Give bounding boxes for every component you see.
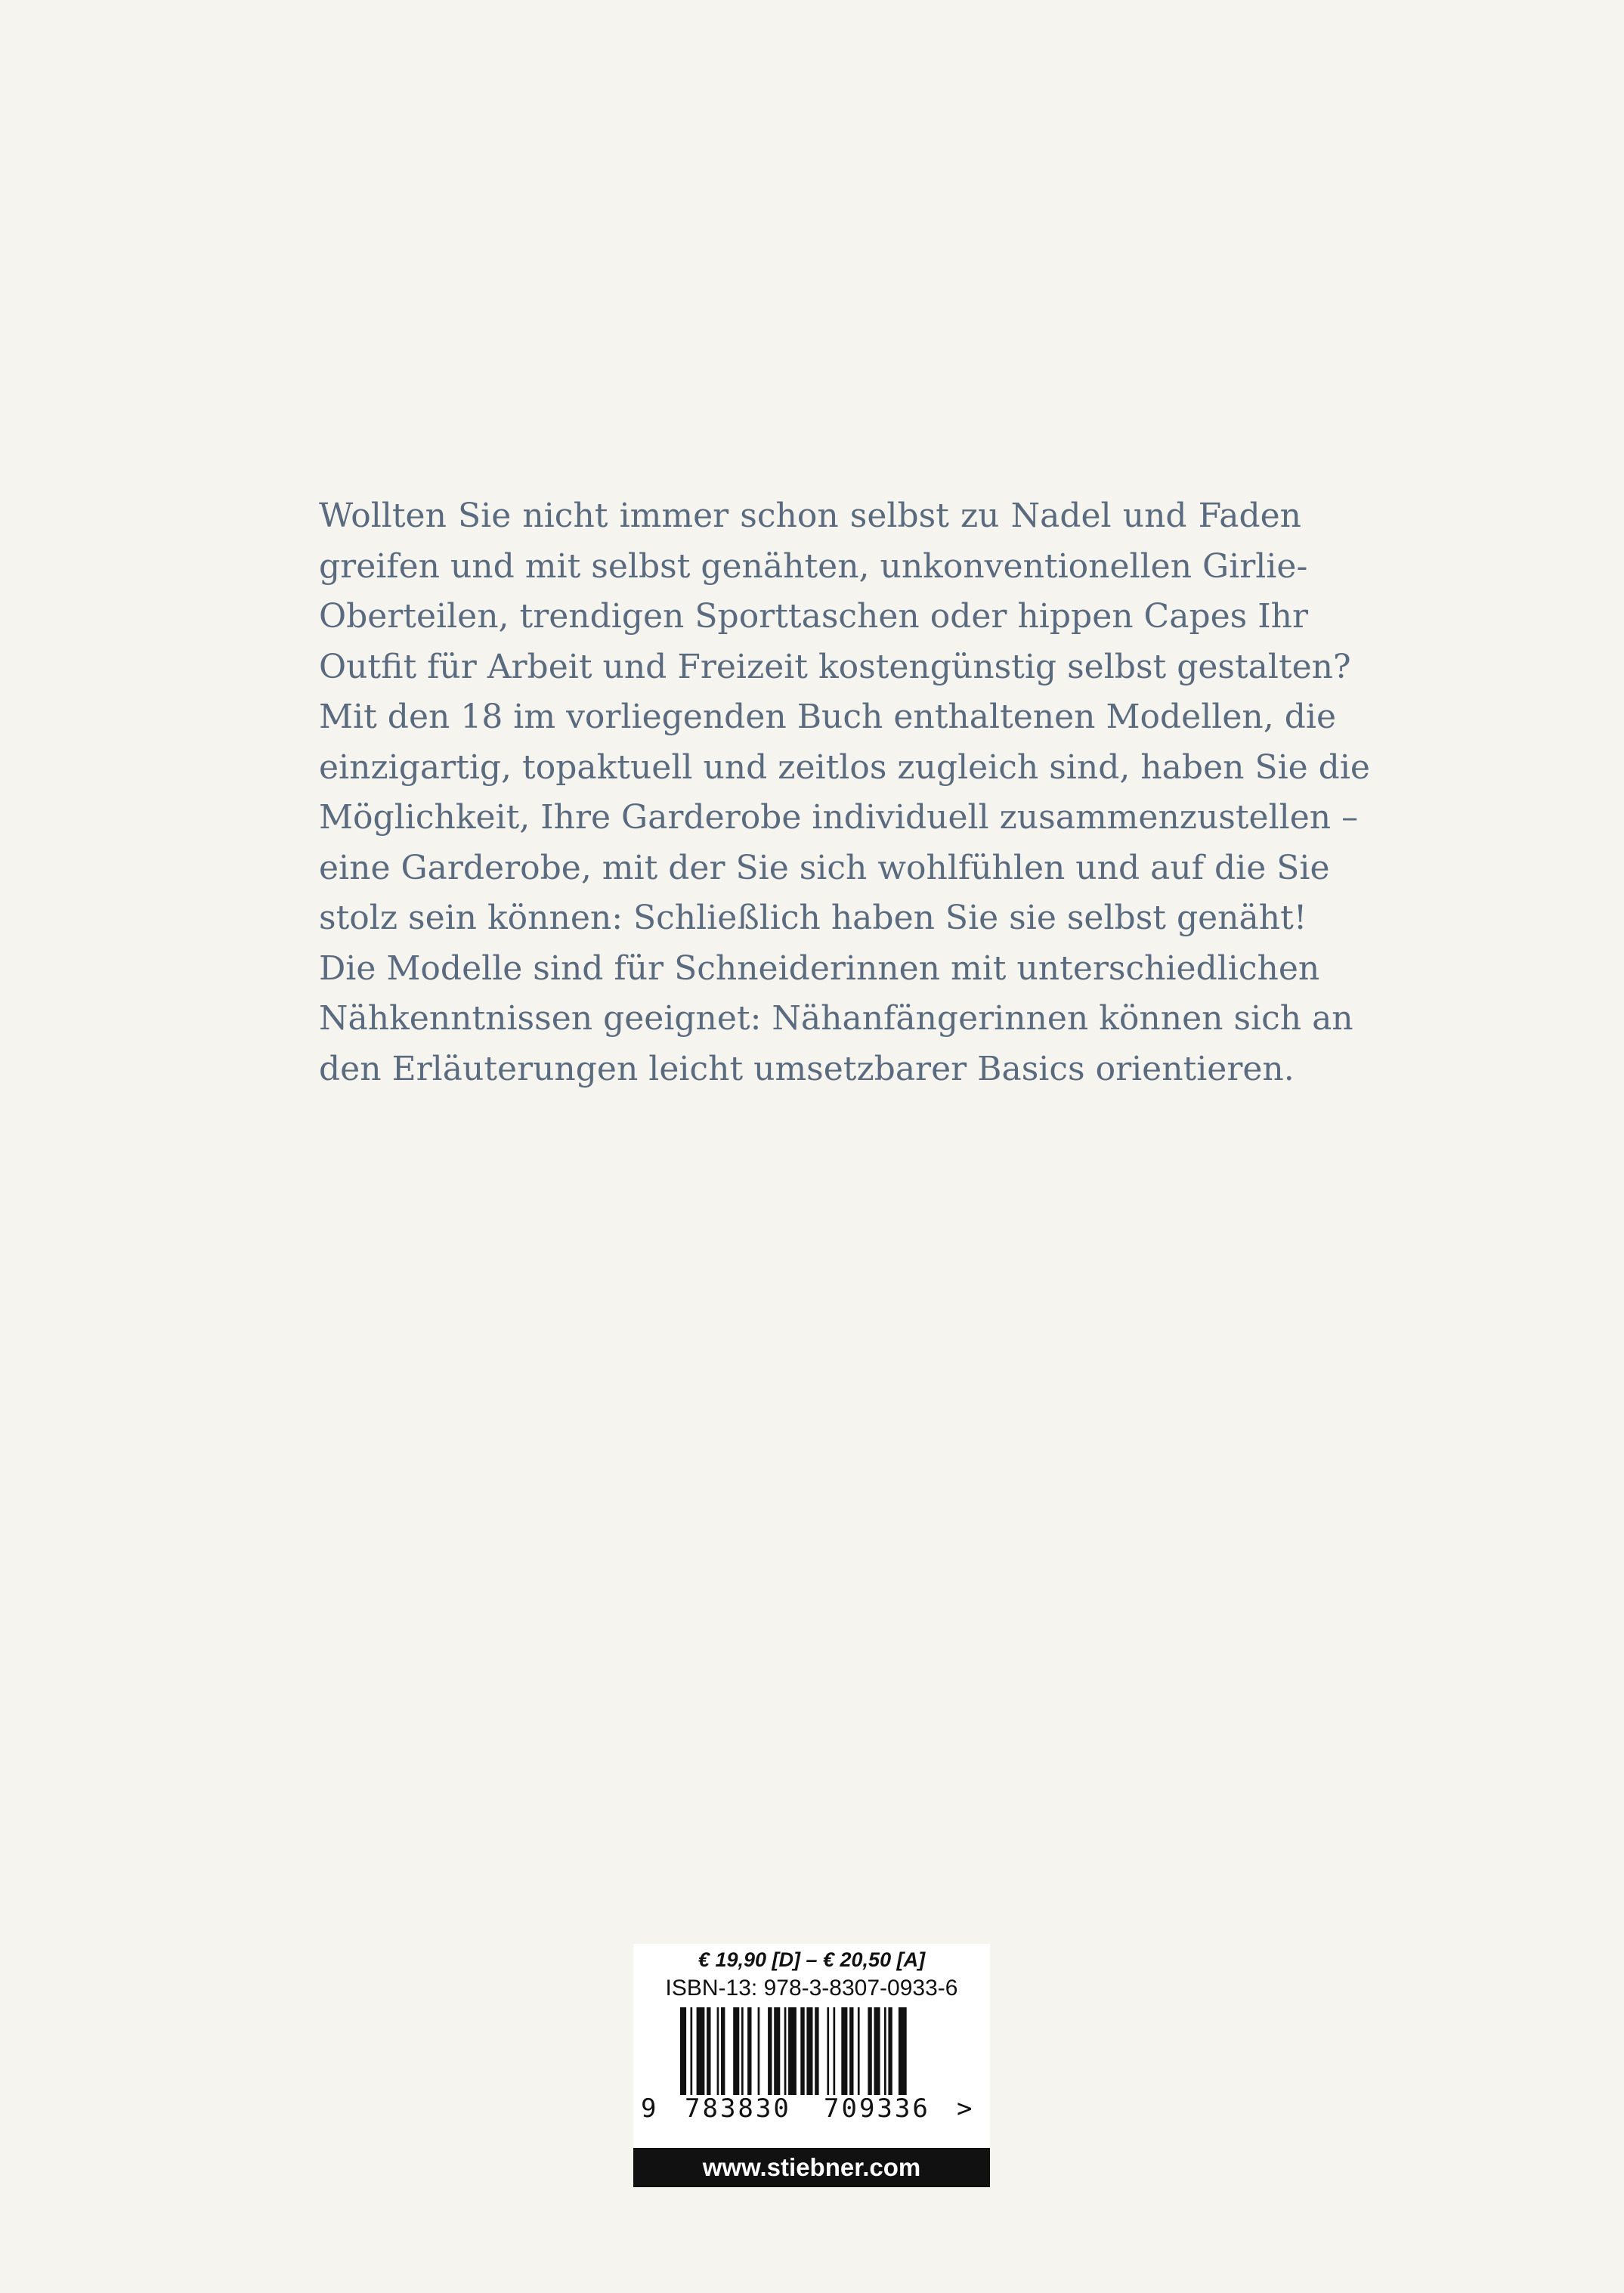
blurb-line: stolz sein können: Schließlich haben Sie sie selbst genäht! <box>319 899 1307 937</box>
barcode-bar <box>806 2007 812 2095</box>
blurb-line: Möglichkeit, Ihre Garderobe individuell zusammenzustellen – <box>319 798 1359 837</box>
barcode-bar <box>717 2007 719 2095</box>
barcode-digits <box>641 2093 982 2124</box>
blurb-line: den Erläuterungen leicht umsetzbarer Basics orientieren. <box>319 1049 1295 1088</box>
barcode-bar <box>741 2007 744 2095</box>
barcode-bar <box>697 2007 705 2095</box>
blurb-line: einzigartig, topaktuell und zeitlos zugleich sind, haben Sie die <box>319 747 1370 787</box>
barcode-bar <box>899 2007 907 2095</box>
barcode-bar <box>815 2007 818 2095</box>
blurb-line: greifen und mit selbst genähten, unkonventionellen Girlie- <box>319 546 1308 586</box>
barcode-label <box>633 1944 990 2187</box>
barcode-bar <box>680 2007 686 2095</box>
price-text: € 19,90 [D] – € 20,50 [A] <box>698 1948 926 1971</box>
barcode-bar <box>707 2007 710 2095</box>
barcode-bars <box>680 2007 945 2095</box>
blurb-line: Nähkenntnissen geeignet: Nähanfängerinnen können sich an <box>319 999 1353 1038</box>
barcode-bar <box>768 2007 772 2095</box>
blurb-line: Wollten Sie nicht immer schon selbst zu Nadel und Faden <box>319 497 1301 535</box>
publisher-website: www.stiebner.com <box>633 2148 990 2187</box>
barcode-bar <box>721 2007 725 2095</box>
barcode-bar <box>733 2007 739 2095</box>
blurb-line: Oberteilen, trendigen Sporttaschen oder hippen Capes Ihr <box>319 597 1308 636</box>
barcode-bar <box>874 2007 880 2095</box>
blurb-line: eine Garderobe, mit der Sie sich wohlfühlen und auf die Sie <box>319 848 1330 887</box>
barcode-bar <box>884 2007 886 2095</box>
barcode-bar <box>841 2007 847 2095</box>
barcode-first-digit: 9 <box>641 2093 657 2124</box>
barcode-bar <box>888 2007 892 2095</box>
blurb-line: Mit den 18 im vorliegenden Buch enthaltenen Modellen, die <box>319 698 1336 736</box>
barcode-bar <box>747 2007 751 2095</box>
barcode-bar <box>868 2007 871 2095</box>
barcode-bar <box>691 2007 693 2095</box>
blurb-line: Die Modelle sind für Schneiderinnen mit unterschiedlichen <box>319 948 1320 988</box>
barcode-bar <box>784 2007 787 2095</box>
barcode-bar <box>849 2007 853 2095</box>
barcode-right-group: 709336 <box>824 2093 930 2124</box>
blurb-line: Outfit für Arbeit und Freizeit kostengünstig selbst gestalten? <box>319 647 1351 686</box>
barcode-left-group: 783830 <box>685 2093 791 2124</box>
barcode-bar <box>834 2007 836 2095</box>
barcode-bar <box>758 2007 760 2095</box>
barcode-bar <box>774 2007 780 2095</box>
barcode-bar <box>858 2007 860 2095</box>
back-cover-blurb <box>319 491 1370 1094</box>
barcode-bar <box>827 2007 829 2095</box>
isbn-text: ISBN-13: 978-3-8307-0933-6 <box>665 1976 958 2001</box>
barcode-bar <box>800 2007 804 2095</box>
barcode-quiet-mark: > <box>957 2093 973 2124</box>
barcode-bar <box>788 2007 797 2095</box>
